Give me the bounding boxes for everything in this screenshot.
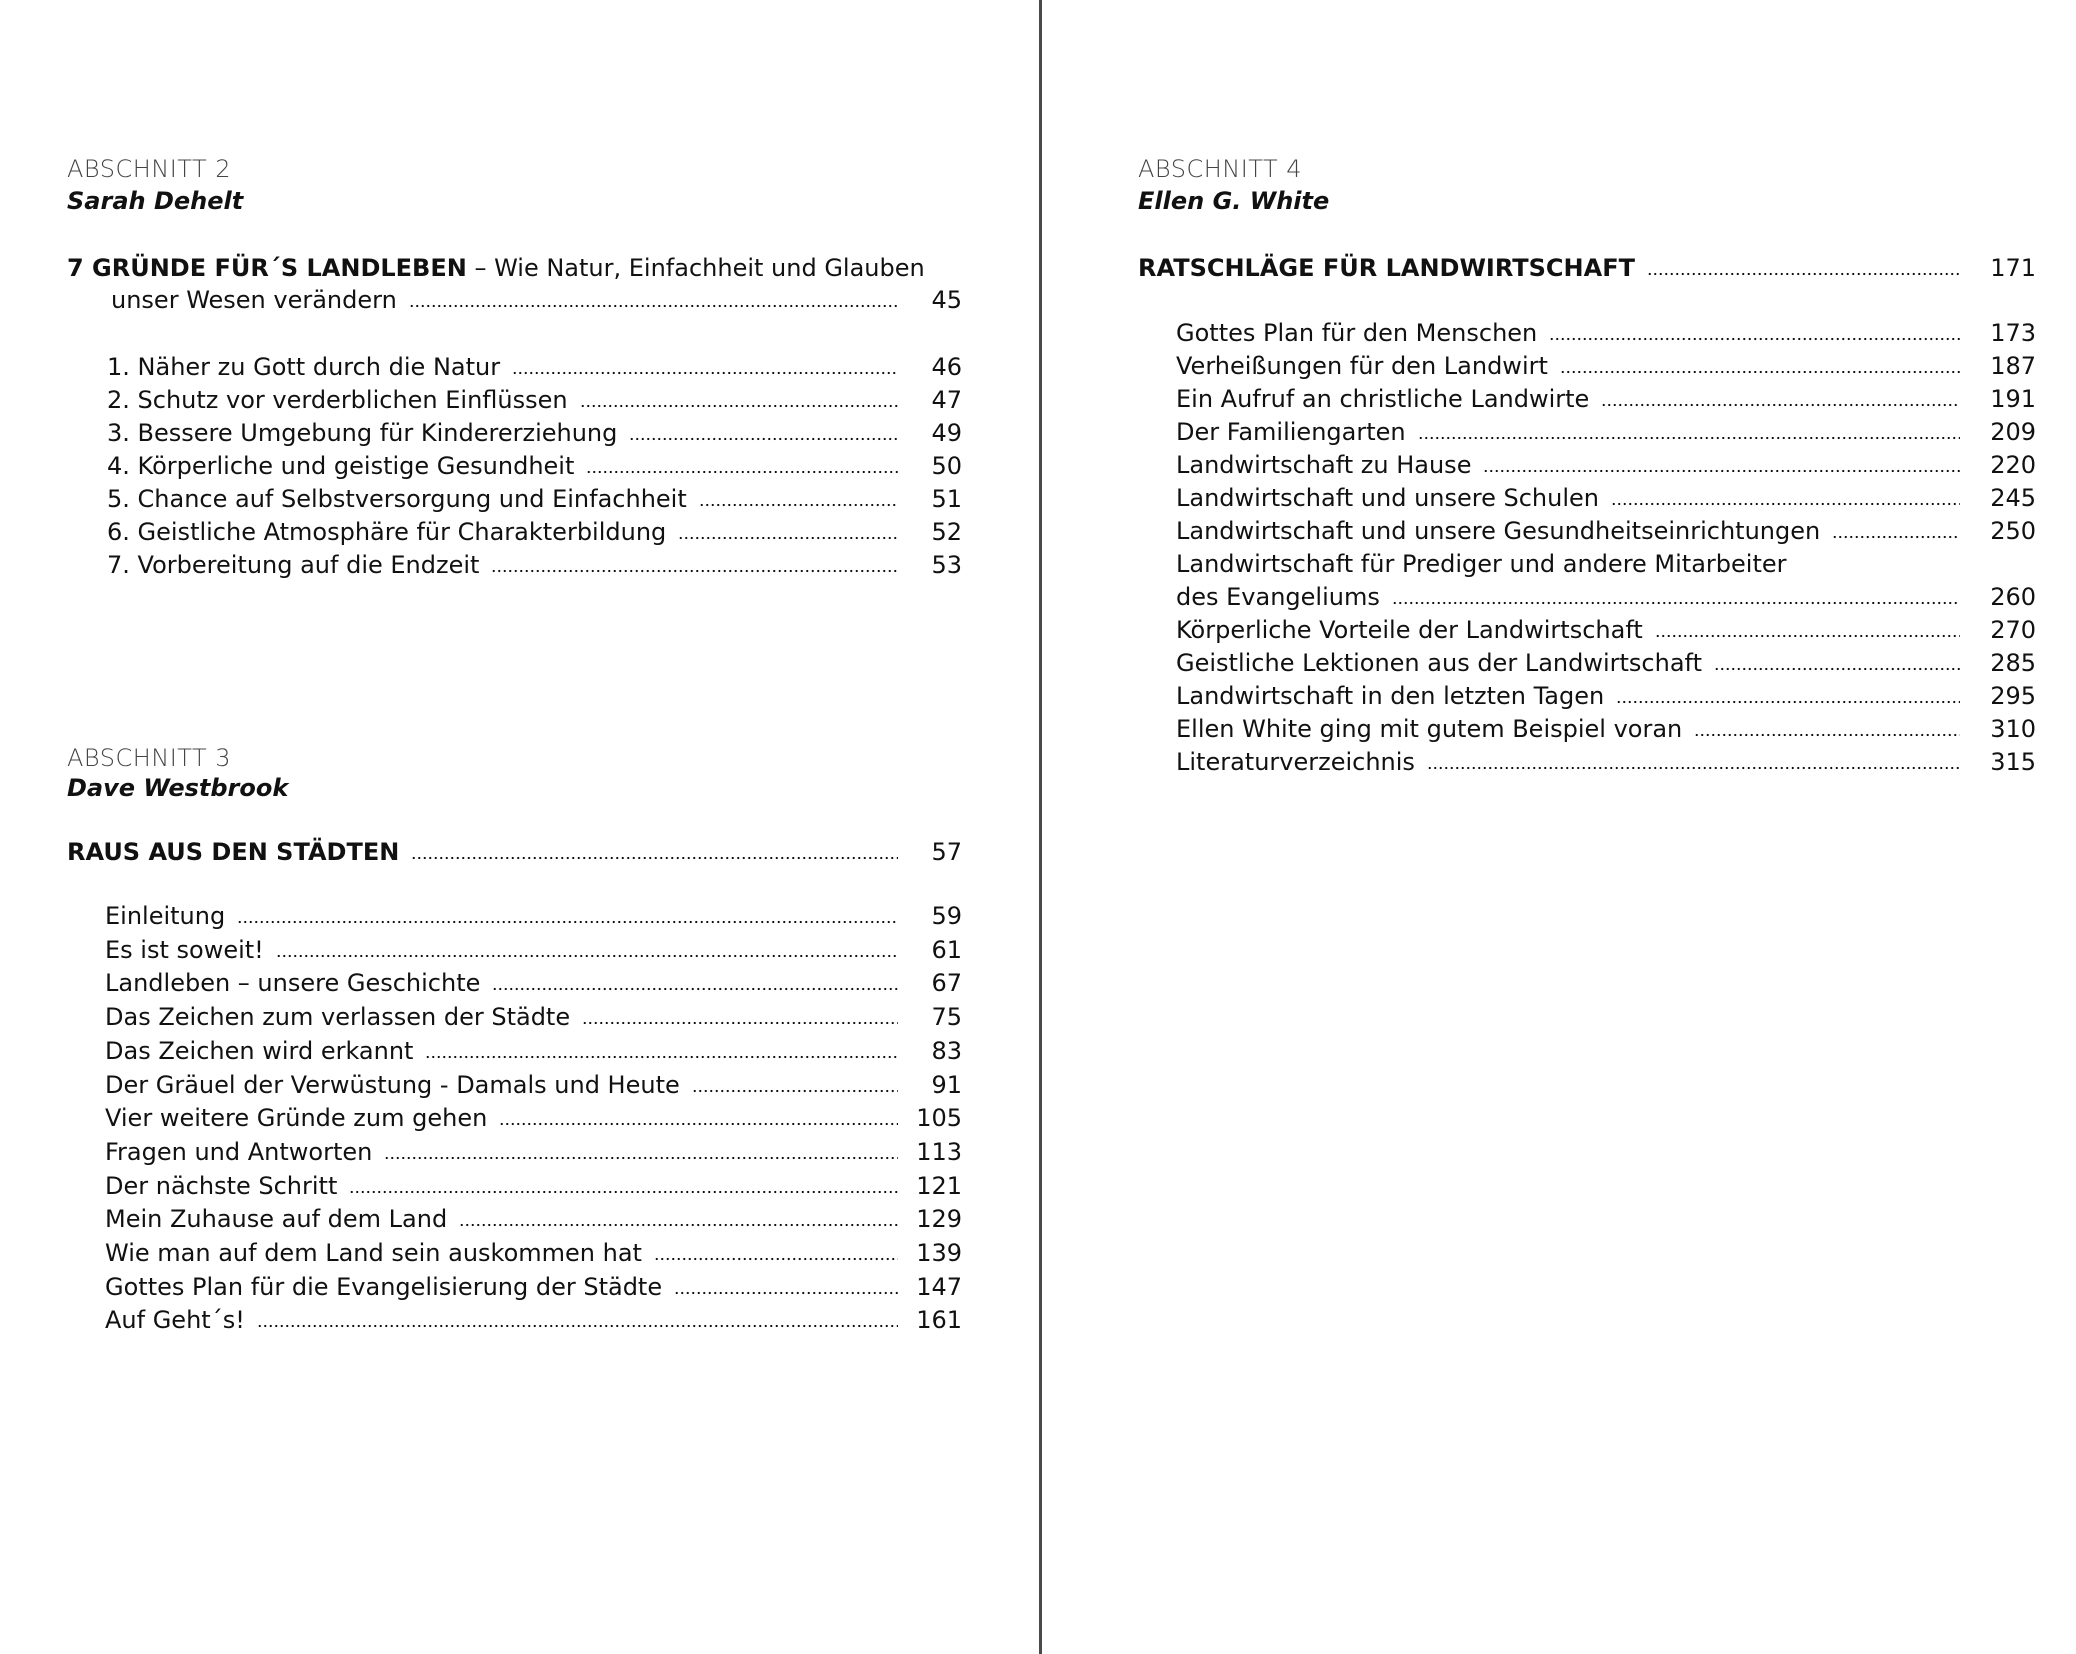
section-label: ABSCHNITT 4 xyxy=(1138,155,1303,183)
toc-item-title: Körperliche Vorteile der Landwirtschaft xyxy=(1176,616,1643,644)
chapter-heading-subtitle: – Wie Natur, Einfachheit und Glauben xyxy=(466,254,925,282)
toc-item-title: 3. Bessere Umgebung für Kindererziehung xyxy=(107,419,618,447)
page-number: 46 xyxy=(931,353,962,381)
dot-leader xyxy=(491,569,898,573)
toc-item[interactable] xyxy=(1176,451,2036,484)
toc-item-title: Landleben – unsere Geschichte xyxy=(105,969,481,998)
page-number: 52 xyxy=(931,518,962,546)
toc-item-title: Das Zeichen zum verlassen der Städte xyxy=(105,1003,571,1032)
page-number: 209 xyxy=(1990,418,2036,446)
dot-leader xyxy=(629,437,898,441)
page-number: 59 xyxy=(931,902,962,930)
section-label: ABSCHNITT 2 xyxy=(67,155,232,183)
toc-item-title: Der Familiengarten xyxy=(1176,418,1406,446)
page-number: 57 xyxy=(931,838,962,866)
toc-item-title: Mein Zuhause auf dem Land xyxy=(105,1205,448,1234)
toc-item[interactable] xyxy=(1176,385,2036,418)
toc-item[interactable] xyxy=(107,419,962,452)
page-number: 50 xyxy=(931,452,962,480)
toc-item[interactable] xyxy=(107,551,962,584)
toc-item[interactable] xyxy=(105,969,962,1002)
page-number: 83 xyxy=(931,1036,962,1065)
dot-leader xyxy=(1601,403,1960,407)
toc-item-title: Gottes Plan für die Evangelisierung der Städte xyxy=(105,1272,663,1301)
toc-item-title: 4. Körperliche und geistige Gesundheit xyxy=(107,452,575,480)
page-number: 161 xyxy=(916,1306,962,1335)
page-number: 113 xyxy=(916,1137,962,1166)
page-number: 270 xyxy=(1990,616,2036,644)
page-number: 315 xyxy=(1990,748,2036,776)
dot-leader xyxy=(1392,601,1960,605)
toc-item[interactable] xyxy=(105,1003,962,1036)
toc-item[interactable] xyxy=(107,518,962,551)
toc-item-title: Einleitung xyxy=(105,902,226,930)
dot-leader xyxy=(1611,502,1960,506)
toc-item-title: Landwirtschaft und unsere Schulen xyxy=(1176,484,1599,512)
page-number: 129 xyxy=(916,1205,962,1234)
toc-item[interactable] xyxy=(1176,352,2036,385)
toc-item[interactable] xyxy=(1176,418,2036,451)
toc-item-title: Gottes Plan für den Menschen xyxy=(1176,319,1538,347)
toc-item[interactable] xyxy=(105,1104,962,1137)
toc-item[interactable] xyxy=(1176,616,2036,649)
page-number: 105 xyxy=(916,1104,962,1133)
chapter-heading[interactable] xyxy=(67,838,962,871)
dot-leader xyxy=(692,1089,898,1093)
dot-leader xyxy=(499,1122,898,1126)
toc-item-title: Landwirtschaft in den letzten Tagen xyxy=(1176,682,1605,710)
chapter-heading-subtitle-cont: unser Wesen verändern xyxy=(111,286,397,314)
section-author: Sarah Dehelt xyxy=(67,187,244,215)
toc-item-title: Vier weitere Gründe zum gehen xyxy=(105,1104,488,1133)
dot-leader xyxy=(349,1190,898,1194)
chapter-heading-title: RAUS AUS DEN STÄDTEN xyxy=(67,838,400,866)
toc-item[interactable] xyxy=(105,1071,962,1104)
dot-leader xyxy=(411,856,898,860)
page-number: 171 xyxy=(1990,254,2036,282)
toc-item-title: 7. Vorbereitung auf die Endzeit xyxy=(107,551,480,579)
dot-leader xyxy=(409,304,898,308)
toc-item-title: Wie man auf dem Land sein auskommen hat xyxy=(105,1239,642,1267)
dot-leader xyxy=(384,1156,898,1160)
toc-item-title: Ellen White ging mit gutem Beispiel voran xyxy=(1176,715,1683,743)
dot-leader xyxy=(459,1223,898,1227)
toc-item[interactable] xyxy=(1176,583,2036,616)
dot-leader xyxy=(512,371,898,375)
dot-leader xyxy=(1427,766,1960,770)
toc-item[interactable] xyxy=(105,1037,962,1070)
page-number: 191 xyxy=(1990,385,2036,413)
page-number: 91 xyxy=(931,1070,962,1099)
toc-item-title: Das Zeichen wird erkannt xyxy=(105,1036,414,1065)
page-number: 250 xyxy=(1990,517,2036,545)
dot-leader xyxy=(1832,535,1960,539)
page-number: 75 xyxy=(931,1003,962,1032)
toc-item[interactable] xyxy=(1176,649,2036,682)
page-number: 147 xyxy=(916,1272,962,1301)
page-divider xyxy=(1039,0,1042,1654)
chapter-heading-line2[interactable] xyxy=(111,286,962,319)
toc-item[interactable] xyxy=(105,936,962,969)
toc-item-title: 5. Chance auf Selbstversorgung und Einfachheit xyxy=(107,485,687,513)
dot-leader xyxy=(1549,337,1960,341)
toc-item[interactable] xyxy=(105,902,962,935)
page-number: 61 xyxy=(931,935,962,964)
dot-leader xyxy=(1483,469,1960,473)
toc-item-title: Fragen und Antworten xyxy=(105,1137,373,1166)
toc-item-title: Landwirtschaft und unsere Gesundheitseinrichtungen xyxy=(1176,517,1821,545)
toc-item[interactable] xyxy=(1176,715,2036,748)
page-number: 187 xyxy=(1990,352,2036,380)
page-number: 310 xyxy=(1990,715,2036,743)
toc-item[interactable] xyxy=(1176,748,2036,781)
dot-leader xyxy=(492,987,898,991)
page-number: 121 xyxy=(916,1171,962,1200)
page-number: 51 xyxy=(931,485,962,513)
dot-leader xyxy=(1418,436,1960,440)
toc-item[interactable] xyxy=(1176,319,2036,352)
page-number: 220 xyxy=(1990,451,2036,479)
dot-leader xyxy=(586,470,898,474)
toc-item-title: 6. Geistliche Atmosphäre für Charakterbildung xyxy=(107,518,667,546)
dot-leader xyxy=(237,920,898,924)
chapter-heading[interactable] xyxy=(1138,254,2036,287)
dot-leader xyxy=(257,1324,898,1328)
toc-item-title: Geistliche Lektionen aus der Landwirtschaft xyxy=(1176,649,1702,677)
toc-item[interactable] xyxy=(105,1205,962,1238)
chapter-heading[interactable] xyxy=(67,254,925,282)
toc-item-title: Landwirtschaft zu Hause xyxy=(1176,451,1472,479)
toc-item[interactable] xyxy=(105,1138,962,1171)
page-number: 139 xyxy=(916,1239,962,1267)
toc-item[interactable] xyxy=(1176,682,2036,715)
page-number: 47 xyxy=(931,386,962,414)
toc-item[interactable] xyxy=(105,1273,962,1306)
page-number: 295 xyxy=(1990,682,2036,710)
dot-leader xyxy=(1694,733,1960,737)
dot-leader xyxy=(654,1257,898,1261)
page-number: 49 xyxy=(931,419,962,447)
toc-item[interactable] xyxy=(107,452,962,485)
toc-item-title: Ein Aufruf an christliche Landwirte xyxy=(1176,385,1590,413)
page-number: 285 xyxy=(1990,649,2036,677)
section-author: Dave Westbrook xyxy=(67,774,289,802)
toc-item-title: Es ist soweit! xyxy=(105,935,264,964)
toc-item[interactable] xyxy=(105,1239,962,1272)
chapter-heading-title: RATSCHLÄGE FÜR LANDWIRTSCHAFT xyxy=(1138,254,1635,282)
dot-leader xyxy=(276,954,898,958)
toc-item[interactable] xyxy=(107,353,962,386)
toc-item-title: Auf Geht´s! xyxy=(105,1306,245,1335)
dot-leader xyxy=(1647,272,1960,276)
dot-leader xyxy=(1616,700,1960,704)
page-number: 260 xyxy=(1990,583,2036,611)
toc-item[interactable] xyxy=(107,485,962,518)
dot-leader xyxy=(699,503,898,507)
dot-leader xyxy=(1714,667,1960,671)
toc-item-title-line1[interactable]: Landwirtschaft für Prediger und andere Mitarbeiter xyxy=(1176,550,1787,578)
dot-leader xyxy=(425,1055,898,1059)
section-label: ABSCHNITT 3 xyxy=(67,744,232,772)
toc-item-title: Der nächste Schritt xyxy=(105,1171,338,1200)
toc-item-title: Verheißungen für den Landwirt xyxy=(1176,352,1548,380)
section-author: Ellen G. White xyxy=(1138,187,1330,215)
dot-leader xyxy=(582,1021,898,1025)
dot-leader xyxy=(678,536,898,540)
toc-item-title: 2. Schutz vor verderblichen Einflüssen xyxy=(107,386,568,414)
toc-item[interactable] xyxy=(105,1306,962,1339)
dot-leader xyxy=(674,1291,898,1295)
toc-item-title: Literaturverzeichnis xyxy=(1176,748,1415,776)
dot-leader xyxy=(580,404,898,408)
toc-item[interactable] xyxy=(1176,484,2036,517)
toc-item-title: des Evangeliums xyxy=(1176,583,1380,611)
page-number: 67 xyxy=(931,969,962,998)
chapter-heading-title: 7 GRÜNDE FÜR´S LANDLEBEN xyxy=(67,254,467,282)
toc-item[interactable] xyxy=(105,1172,962,1205)
toc-item-title: Der Gräuel der Verwüstung - Damals und Heute xyxy=(105,1070,680,1099)
page-number: 53 xyxy=(931,551,962,579)
toc-item[interactable] xyxy=(1176,517,2036,550)
page-number: 45 xyxy=(931,286,962,314)
toc-item[interactable] xyxy=(107,386,962,419)
dot-leader xyxy=(1560,370,1960,374)
dot-leader xyxy=(1655,634,1960,638)
page-number: 173 xyxy=(1990,319,2036,347)
toc-item-title: 1. Näher zu Gott durch die Natur xyxy=(107,353,501,381)
page-number: 245 xyxy=(1990,484,2036,512)
